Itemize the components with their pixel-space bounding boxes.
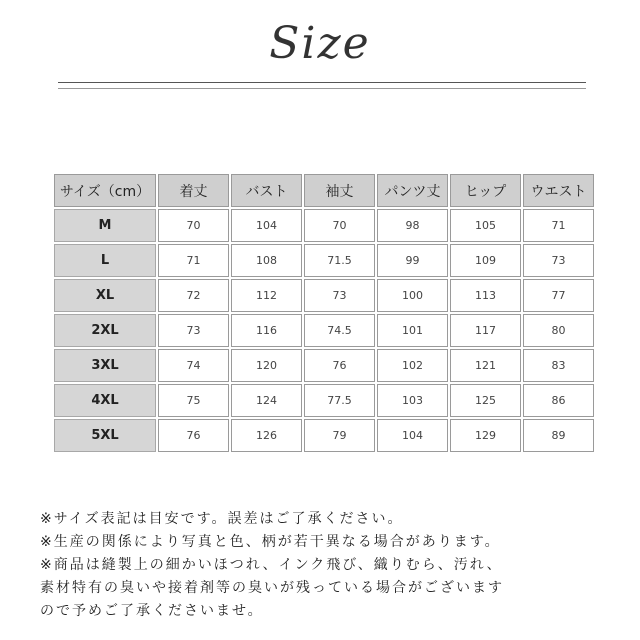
table-cell: 70 [158,209,229,242]
table-cell: 70 [304,209,375,242]
table-cell: 116 [231,314,302,347]
table-row [54,209,594,242]
header-bust: バスト [231,174,302,207]
table-cell: 74.5 [304,314,375,347]
header-sleeve: 袖丈 [304,174,375,207]
table-header-row [54,174,594,207]
table-row [54,419,594,452]
table-cell: 72 [158,279,229,312]
size-table [52,172,596,454]
row-size-label: 3XL [54,349,156,382]
table-cell: 103 [377,384,448,417]
table-cell: 77 [523,279,594,312]
table-cell: 77.5 [304,384,375,417]
table-cell: 73 [304,279,375,312]
header-pants-length: パンツ丈 [377,174,448,207]
table-row [54,384,594,417]
table-cell: 98 [377,209,448,242]
table-cell: 121 [450,349,521,382]
note-line: ※商品は縫製上の細かいほつれ、インク飛び、織りむら、汚れ、 [40,557,503,573]
notes-block [40,508,620,623]
page-title: Size [269,18,371,69]
table-cell: 117 [450,314,521,347]
header-hip: ヒップ [450,174,521,207]
table-cell: 109 [450,244,521,277]
table-cell: 73 [158,314,229,347]
header-size: サイズ（cm） [54,174,156,207]
table-cell: 126 [231,419,302,452]
title-divider-top [58,82,586,83]
table-cell: 74 [158,349,229,382]
row-size-label: XL [54,279,156,312]
table-cell: 73 [523,244,594,277]
table-cell: 104 [231,209,302,242]
table-cell: 89 [523,419,594,452]
table-cell: 76 [158,419,229,452]
table-cell: 71 [523,209,594,242]
table-cell: 120 [231,349,302,382]
table-row [54,244,594,277]
table-cell: 86 [523,384,594,417]
row-size-label: L [54,244,156,277]
table-cell: 124 [231,384,302,417]
table-cell: 71.5 [304,244,375,277]
table-row [54,314,594,347]
table-cell: 80 [523,314,594,347]
table-cell: 100 [377,279,448,312]
table-cell: 125 [450,384,521,417]
row-size-label: 4XL [54,384,156,417]
note-line: ※サイズ表記は目安です。誤差はご了承ください。 [40,511,404,527]
table-cell: 105 [450,209,521,242]
table-cell: 76 [304,349,375,382]
table-cell: 99 [377,244,448,277]
row-size-label: M [54,209,156,242]
note-line: ので予めご了承くださいませ。 [40,603,264,619]
table-cell: 102 [377,349,448,382]
table-cell: 113 [450,279,521,312]
table-row [54,349,594,382]
note-line: ※生産の関係により写真と色、柄が若干異なる場合があります。 [40,534,501,550]
header-waist: ウエスト [523,174,594,207]
table-row [54,279,594,312]
note-line: 素材特有の臭いや接着剤等の臭いが残っている場合がございます [40,580,504,596]
table-cell: 83 [523,349,594,382]
title-divider-bottom [58,88,586,89]
table-cell: 75 [158,384,229,417]
table-cell: 129 [450,419,521,452]
table-cell: 104 [377,419,448,452]
table-cell: 108 [231,244,302,277]
table-cell: 101 [377,314,448,347]
table-cell: 79 [304,419,375,452]
table-cell: 71 [158,244,229,277]
row-size-label: 2XL [54,314,156,347]
row-size-label: 5XL [54,419,156,452]
header-length: 着丈 [158,174,229,207]
table-cell: 112 [231,279,302,312]
